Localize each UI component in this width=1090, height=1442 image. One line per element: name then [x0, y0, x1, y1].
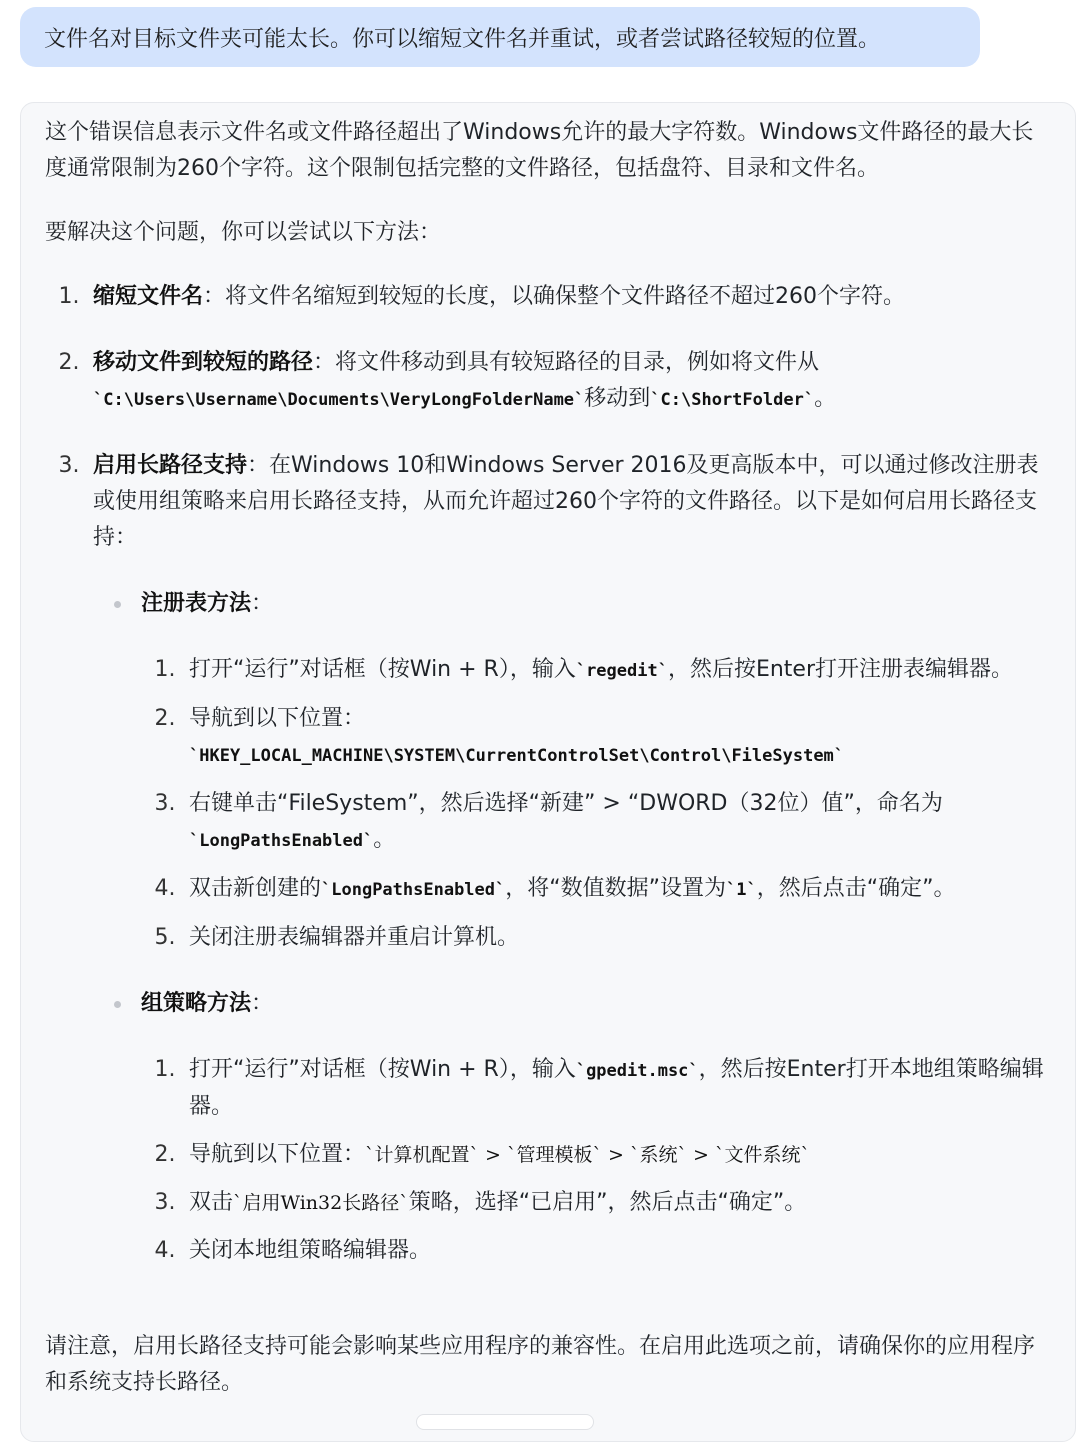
user-message-bubble [20, 7, 980, 67]
group-policy-substeps [141, 1052, 1053, 1269]
registry-substeps [141, 652, 1053, 956]
registry-substep-2: 2. 导航到以下位置： `HKEY_LOCAL_MACHINE\SYSTEM\CurrentControlSet\Control\FileSystem` [154, 706, 845, 766]
step-text: 将文件移动到具有较短路径的目录，例如将文件从 [335, 350, 820, 375]
group-policy-method [93, 986, 1053, 1269]
step-separator: ： [247, 453, 270, 478]
step-separator: ： [203, 284, 226, 309]
inline-code: `计算机配置` > `管理模板` > `系统` > `文件系统` [365, 1144, 811, 1166]
step-title: 启用长路径支持 [93, 453, 248, 478]
registry-substep-1: 1. 打开“运行”对话框（按Win + R），输入`regedit`，然后按Enter打开注册表编辑器。 [154, 657, 1014, 682]
scroll-to-bottom-tab[interactable] [416, 1414, 594, 1430]
step-text: 。 [814, 386, 837, 411]
inline-code: `gpedit.msc` [575, 1061, 699, 1081]
step-text: 移动到 [584, 386, 651, 411]
step-number: 2. [58, 350, 80, 375]
inline-code: `regedit` [575, 661, 668, 681]
inline-code-short-path: `C:\ShortFolder` [650, 390, 815, 410]
inline-code: `启用Win32长路径` [233, 1192, 409, 1214]
inline-code-long-path: `C:\Users\Username\Documents\VeryLongFolderName` [93, 390, 585, 410]
step-text: 将文件名缩短到较短的长度，以确保整个文件路径不超过260个字符。 [225, 284, 906, 309]
intro-paragraph: 这个错误信息表示文件名或文件路径超出了Windows允许的最大字符数。Windows文件路径的最大长度通常限制为260个字符。这个限制包括完整的文件路径，包括盘符、目录和文件名。 [45, 120, 1034, 181]
method-title: 组策略方法 [141, 991, 252, 1016]
step-1 [45, 279, 1053, 315]
step-2 [45, 345, 1053, 418]
step-separator: ： [313, 350, 336, 375]
step-number: 1. [58, 284, 80, 309]
group-policy-substep-2: 2. 导航到以下位置：`计算机配置` > `管理模板` > `系统` > `文件系统` [154, 1142, 811, 1167]
step-text: 在Windows 10和Windows Server 2016及更高版本中，可以通过修改注册表或使用组策略来启用长路径支持，从而允许超过260个字符的文件路径。以下是如何启用长路径支持： [93, 453, 1039, 550]
group-policy-substep-4: 4. 关闭本地组策略编辑器。 [154, 1238, 432, 1263]
inline-code: `LongPathsEnabled` [321, 880, 506, 900]
step-3 [45, 448, 1053, 1299]
inline-code: `1` [726, 880, 757, 900]
method-list [93, 586, 1053, 1269]
registry-substep-3: 3. 右键单击“FileSystem”，然后选择“新建” > “DWORD（32位）值”，命名为 `LongPathsEnabled`。 [154, 791, 943, 852]
inline-code: `HKEY_LOCAL_MACHINE\SYSTEM\CurrentControlSet\Control\FileSystem` [189, 746, 845, 766]
registry-substep-4: 4. 双击新创建的`LongPathsEnabled`，将“数值数据”设置为`1`，然后点击“确定”。 [154, 876, 956, 901]
solution-steps [45, 279, 1053, 1299]
bullet-dot-icon [93, 1001, 141, 1008]
method-title: 注册表方法 [141, 591, 252, 616]
registry-substep-5: 5. 关闭注册表编辑器并重启计算机。 [154, 925, 520, 950]
step-title: 缩短文件名 [93, 284, 204, 309]
registry-method [93, 586, 1053, 956]
lead-paragraph: 要解决这个问题，你可以尝试以下方法： [45, 220, 442, 245]
group-policy-substep-3: 3. 双击`启用Win32长路径`策略，选择“已启用”，然后点击“确定”。 [154, 1190, 807, 1215]
step-title: 移动文件到较短的路径 [93, 350, 314, 375]
assistant-answer-card [20, 102, 1076, 1442]
user-message-text: 文件名对目标文件夹可能太长。你可以缩短文件名并重试，或者尝试路径较短的位置。 [44, 26, 881, 52]
method-separator: ： [251, 591, 274, 616]
group-policy-substep-1: 1. 打开“运行”对话框（按Win + R），输入`gpedit.msc`，然后按Enter打开本地组策略编辑器。 [154, 1057, 1044, 1119]
bullet-dot-icon [93, 601, 141, 608]
inline-code: `LongPathsEnabled` [189, 831, 374, 851]
step-number: 3. [58, 453, 80, 478]
method-separator: ： [251, 991, 274, 1016]
compatibility-note: 请注意，启用长路径支持可能会影响某些应用程序的兼容性。在启用此选项之前，请确保你的应用程序和系统支持长路径。 [45, 1334, 1036, 1395]
